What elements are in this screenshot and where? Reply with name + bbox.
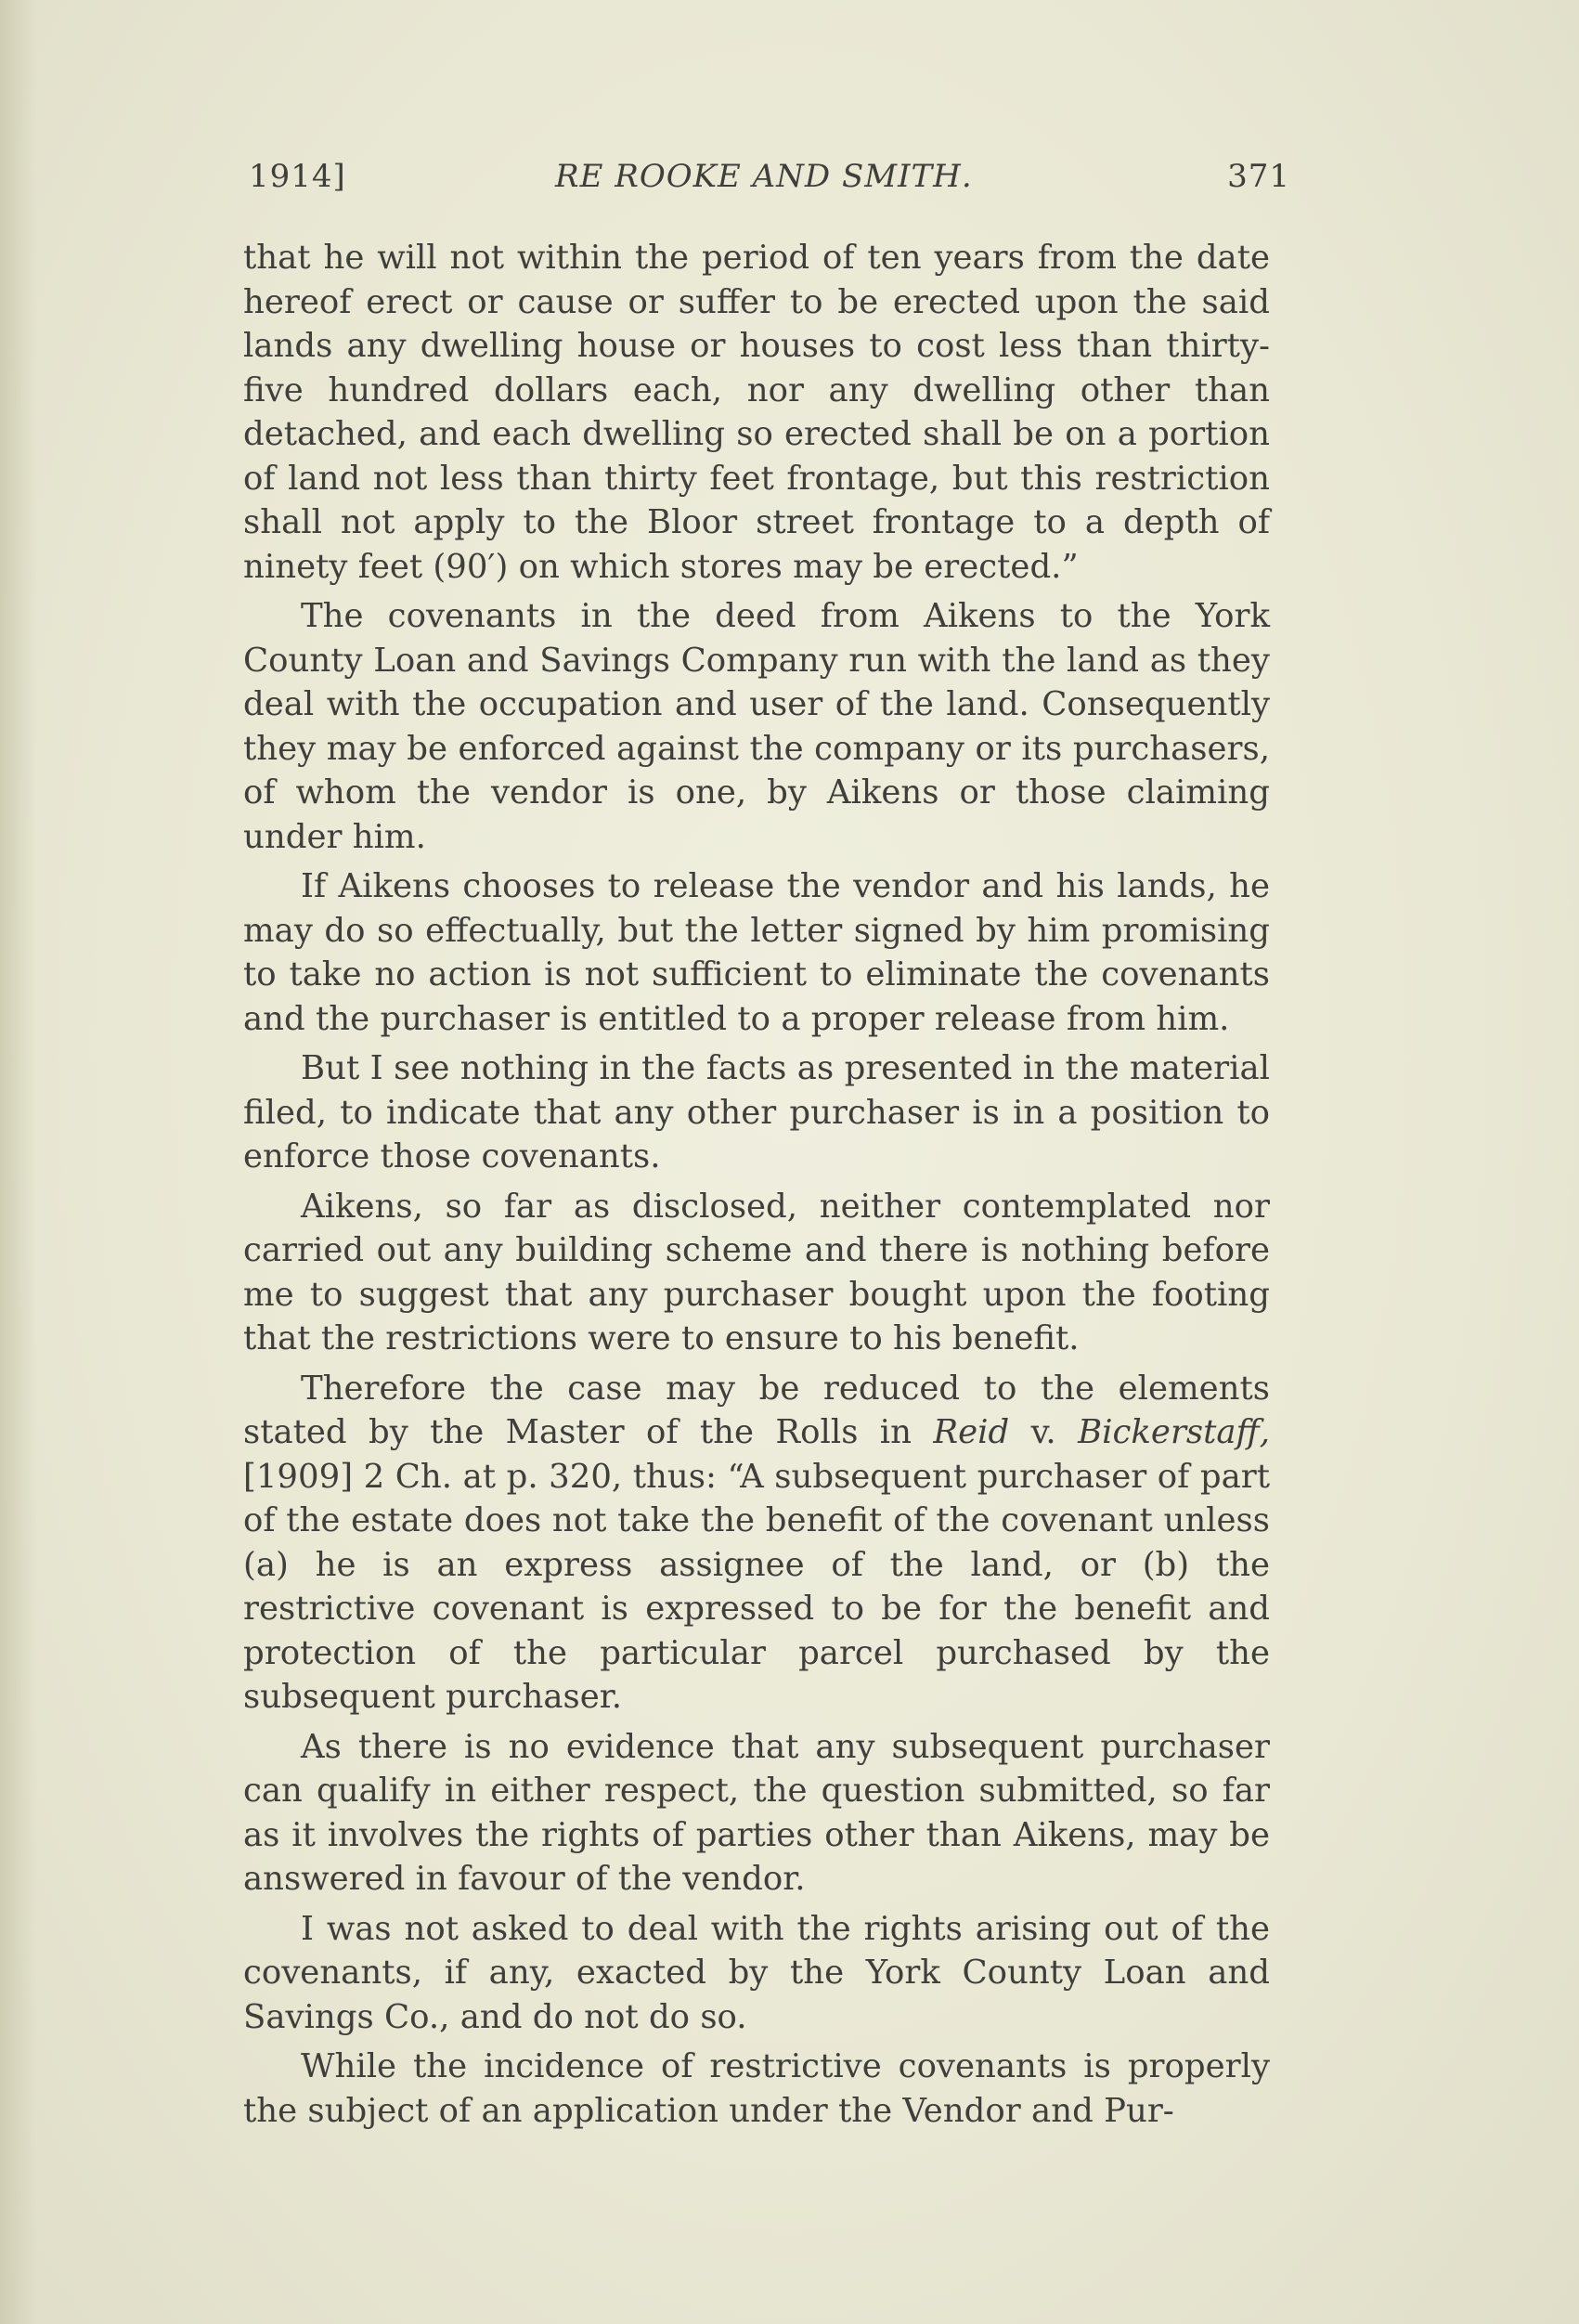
case-party-bickerstaff: Bickerstaff, <box>1078 1413 1270 1451</box>
reid-text-before: Therefore the case may be reduced to the elements stated by the Master of the Rolls in <box>243 1369 1270 1451</box>
body-text <box>243 236 1270 2138</box>
header-year: 1914] <box>249 158 346 195</box>
page-edge-shadow <box>0 0 37 2324</box>
paragraph-incidence: While the incidence of restrictive covenants is properly the subject of an application under the Vendor and Pur- <box>243 2047 1270 2130</box>
paragraph-covenants-run-with-land: The covenants in the deed from Aikens to the York County Loan and Savings Company run with the land as they deal with the occupation and user of the land. Consequently they may be enforced against the company or its purchasers, of whom the vendor is one, by Aikens or those claiming under him. <box>243 597 1270 856</box>
case-versus: v. <box>1009 1413 1079 1451</box>
running-title: RE ROOKE AND SMITH. <box>555 158 973 195</box>
reid-text-after: [1909] 2 Ch. at p. 320, thus: “A subsequent purchaser of part of the estate does not take the benefit of the covenant unless (a) he is an express assignee of the land, or (b) the restrictive covenant is expressed to be for the benefit and protection of the particular parcel purchased by the subsequent purchaser. <box>243 1457 1270 1716</box>
paragraph-not-asked: I was not asked to deal with the rights arising out of the covenants, if any, exacted by the York County Loan and Savings Co., and do not do so. <box>243 1909 1270 2036</box>
paragraph-building-scheme: Aikens, so far as disclosed, neither contemplated nor carried out any building scheme and there is nothing before me to suggest that any purchaser bought upon the footing that the restrictions were to ensure to his benefit. <box>243 1187 1270 1357</box>
page-number: 371 <box>1227 158 1290 195</box>
case-party-reid: Reid <box>933 1413 1010 1451</box>
paragraph-continued-quote: that he will not within the period of ten years from the date hereof erect or cause or suffer to be erected upon the said lands any dwelling house or houses to cost less than thirty-five hundred dollars each, nor any dwelling other than detached, and each dwelling so erected shall be on a portion of land not less than thirty feet frontage, but this restriction shall not apply to the Bloor street frontage to a depth of ninety feet (90′) on which stores may be erected.” <box>243 239 1270 586</box>
page-header <box>249 158 1290 214</box>
paragraph-other-purchasers: But I see nothing in the facts as presented in the material filed, to indicate that any other purchaser is in a position to enforce those covenants. <box>243 1049 1270 1175</box>
paragraph-reid-v-bickerstaff <box>243 1367 1270 1720</box>
paragraph-release: If Aikens chooses to release the vendor and his lands, he may do so effectually, but the letter signed by him promising to take no action is not sufficient to eliminate the covenants and the purchaser is entitled to a proper release from him. <box>243 867 1270 1038</box>
paragraph-no-evidence: As there is no evidence that any subsequent purchaser can qualify in either respect, the question submitted, so far as it involves the rights of parties other than Aikens, may be answered in favour of the vendor. <box>243 1727 1270 1898</box>
